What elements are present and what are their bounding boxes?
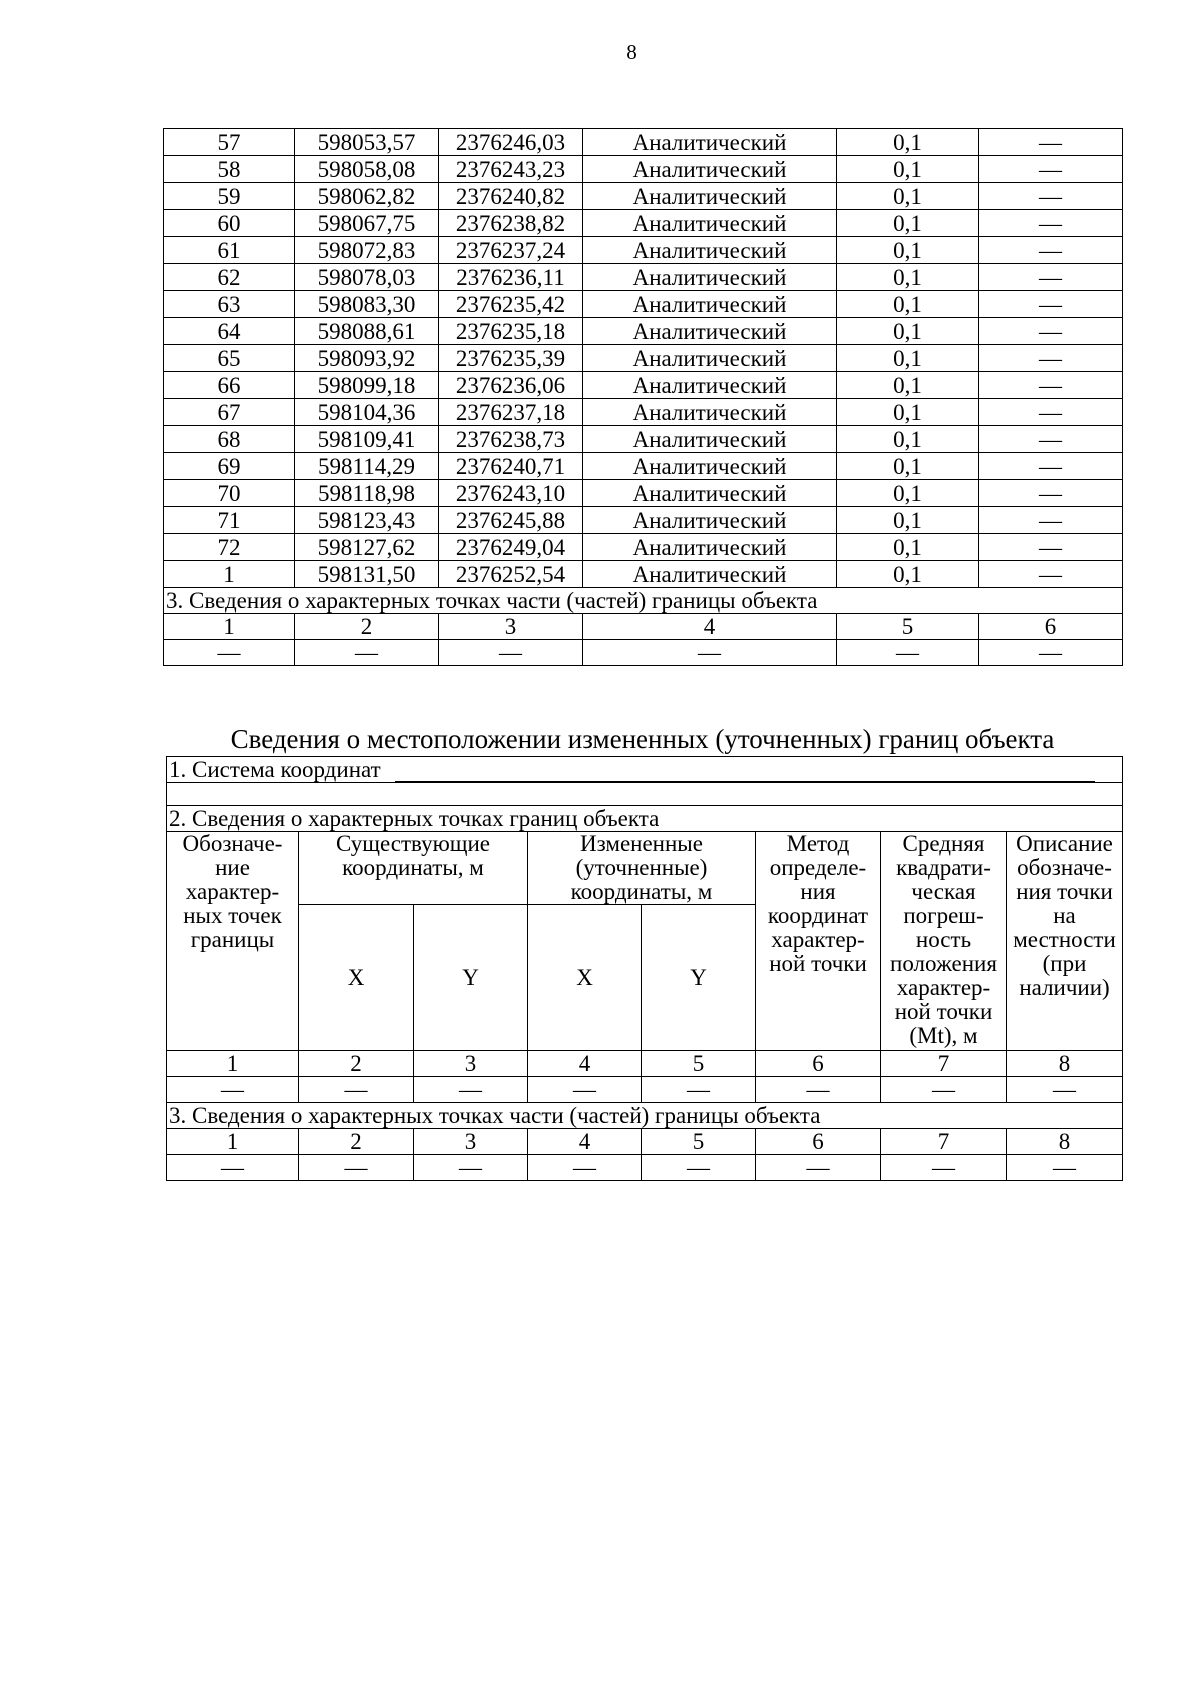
- coord-y: 2376236,06: [439, 372, 583, 399]
- empty-cell: —: [756, 1155, 881, 1181]
- coord-x: 598114,29: [295, 453, 439, 480]
- mean-error: 0,1: [837, 399, 979, 426]
- column-number: 2: [299, 1051, 414, 1077]
- coord-y: 2376237,24: [439, 237, 583, 264]
- table-row: [164, 399, 1123, 426]
- coord-y: 2376235,18: [439, 318, 583, 345]
- coord-x: 598123,43: [295, 507, 439, 534]
- description: —: [979, 561, 1123, 588]
- mean-error: 0,1: [837, 372, 979, 399]
- point-number: 61: [164, 237, 295, 264]
- mean-error: 0,1: [837, 183, 979, 210]
- column-number: 5: [837, 614, 979, 640]
- point-number: 62: [164, 264, 295, 291]
- coord-y: 2376252,54: [439, 561, 583, 588]
- method: Аналитический: [583, 453, 837, 480]
- mean-error: 0,1: [837, 156, 979, 183]
- table-row: [164, 372, 1123, 399]
- description: —: [979, 345, 1123, 372]
- coord-system-blank-line: [395, 763, 1095, 782]
- description: —: [979, 129, 1123, 156]
- column-number: 1: [167, 1129, 299, 1155]
- column-number: 3: [439, 614, 583, 640]
- empty-cell: —: [528, 1077, 642, 1103]
- section-2-title: 2. Сведения о характерных точках границ объекта: [167, 806, 1123, 832]
- point-number: 65: [164, 345, 295, 372]
- empty-cell: —: [756, 1077, 881, 1103]
- coord-x: 598062,82: [295, 183, 439, 210]
- empty-cell: —: [583, 640, 837, 666]
- coord-y: 2376246,03: [439, 129, 583, 156]
- coord-x: 598067,75: [295, 210, 439, 237]
- empty-cell: —: [979, 640, 1123, 666]
- table-row: [164, 183, 1123, 210]
- column-number: 7: [881, 1051, 1007, 1077]
- coord-y: 2376240,82: [439, 183, 583, 210]
- spacer-cell: [167, 783, 1123, 806]
- method: Аналитический: [583, 507, 837, 534]
- point-number: 59: [164, 183, 295, 210]
- column-number: 8: [1007, 1051, 1123, 1077]
- point-number: 68: [164, 426, 295, 453]
- coord-x: 598127,62: [295, 534, 439, 561]
- column-number-row: [167, 1129, 1123, 1155]
- header-designation: Обозначе-ние характер-ных точек границы: [167, 832, 299, 1051]
- point-number: 57: [164, 129, 295, 156]
- changed-boundaries-table: [166, 756, 1123, 1181]
- table-row: [164, 264, 1123, 291]
- header-row-1: [167, 832, 1123, 905]
- coord-y: 2376235,39: [439, 345, 583, 372]
- coord-x: 598088,61: [295, 318, 439, 345]
- empty-data-row: [167, 1077, 1123, 1103]
- description: —: [979, 507, 1123, 534]
- column-number: 5: [642, 1051, 756, 1077]
- column-number: 2: [295, 614, 439, 640]
- mean-error: 0,1: [837, 480, 979, 507]
- coord-x: 598104,36: [295, 399, 439, 426]
- method: Аналитический: [583, 480, 837, 507]
- empty-cell: —: [1007, 1155, 1123, 1181]
- column-number: 5: [642, 1129, 756, 1155]
- mean-error: 0,1: [837, 345, 979, 372]
- section-3-row: [164, 588, 1123, 614]
- table-row: [164, 129, 1123, 156]
- empty-cell: —: [167, 1155, 299, 1181]
- empty-cell: —: [1007, 1077, 1123, 1103]
- method: Аналитический: [583, 318, 837, 345]
- mean-error: 0,1: [837, 534, 979, 561]
- empty-cell: —: [528, 1155, 642, 1181]
- method: Аналитический: [583, 210, 837, 237]
- mean-error: 0,1: [837, 210, 979, 237]
- table-row: [164, 507, 1123, 534]
- header-description: Описание обозначе-ния точки на местности (при наличии): [1007, 832, 1123, 1051]
- section-3-title: 3. Сведения о характерных точках части (частей) границы объекта: [164, 588, 1123, 614]
- header-existing-x: X: [299, 905, 414, 1051]
- table-row: [164, 480, 1123, 507]
- mean-error: 0,1: [837, 237, 979, 264]
- column-number: 4: [528, 1051, 642, 1077]
- description: —: [979, 318, 1123, 345]
- mean-error: 0,1: [837, 291, 979, 318]
- method: Аналитический: [583, 534, 837, 561]
- point-number: 69: [164, 453, 295, 480]
- method: Аналитический: [583, 345, 837, 372]
- description: —: [979, 183, 1123, 210]
- point-number: 67: [164, 399, 295, 426]
- column-number: 1: [164, 614, 295, 640]
- coord-y: 2376245,88: [439, 507, 583, 534]
- description: —: [979, 237, 1123, 264]
- column-number: 1: [167, 1051, 299, 1077]
- description: —: [979, 453, 1123, 480]
- coord-y: 2376238,82: [439, 210, 583, 237]
- header-changed-coords: Измененные (уточненные) координаты, м: [528, 832, 756, 905]
- section-3-row: [167, 1103, 1123, 1129]
- header-mean-error: Средняя квадрати-ческая погреш-ность положения характер-ной точки (Mt), м: [881, 832, 1007, 1051]
- changed-boundaries-title: Сведения о местоположении измененных (уточненных) границ объекта: [230, 724, 1055, 754]
- table-row: [164, 210, 1123, 237]
- method: Аналитический: [583, 183, 837, 210]
- method: Аналитический: [583, 291, 837, 318]
- point-number: 66: [164, 372, 295, 399]
- table-row: [164, 426, 1123, 453]
- section-3-title: 3. Сведения о характерных точках части (частей) границы объекта: [167, 1103, 1123, 1129]
- method: Аналитический: [583, 372, 837, 399]
- column-number: 8: [1007, 1129, 1123, 1155]
- mean-error: 0,1: [837, 561, 979, 588]
- description: —: [979, 426, 1123, 453]
- method: Аналитический: [583, 426, 837, 453]
- description: —: [979, 291, 1123, 318]
- empty-cell: —: [295, 640, 439, 666]
- coord-x: 598131,50: [295, 561, 439, 588]
- empty-cell: —: [167, 1077, 299, 1103]
- mean-error: 0,1: [837, 264, 979, 291]
- coord-system-row: [167, 757, 1123, 783]
- coord-y: 2376243,10: [439, 480, 583, 507]
- column-number: 4: [528, 1129, 642, 1155]
- description: —: [979, 264, 1123, 291]
- mean-error: 0,1: [837, 129, 979, 156]
- mean-error: 0,1: [837, 426, 979, 453]
- point-number: 70: [164, 480, 295, 507]
- coord-x: 598083,30: [295, 291, 439, 318]
- coord-system-cell: [167, 757, 1123, 783]
- mean-error: 0,1: [837, 507, 979, 534]
- coord-x: 598099,18: [295, 372, 439, 399]
- point-number: 60: [164, 210, 295, 237]
- coord-x: 598118,98: [295, 480, 439, 507]
- method: Аналитический: [583, 264, 837, 291]
- table-row: [164, 318, 1123, 345]
- column-number: 7: [881, 1129, 1007, 1155]
- coord-y: 2376235,42: [439, 291, 583, 318]
- empty-data-row: [164, 640, 1123, 666]
- coord-x: 598058,08: [295, 156, 439, 183]
- empty-cell: —: [881, 1155, 1007, 1181]
- empty-cell: —: [414, 1155, 528, 1181]
- coord-y: 2376236,11: [439, 264, 583, 291]
- point-number: 63: [164, 291, 295, 318]
- coord-y: 2376243,23: [439, 156, 583, 183]
- empty-cell: —: [881, 1077, 1007, 1103]
- description: —: [979, 534, 1123, 561]
- boundary-points-table: [163, 128, 1123, 666]
- column-number: 6: [756, 1051, 881, 1077]
- empty-cell: —: [299, 1155, 414, 1181]
- boundary-points-body: [164, 129, 1123, 588]
- mean-error: 0,1: [837, 453, 979, 480]
- column-number: 4: [583, 614, 837, 640]
- method: Аналитический: [583, 129, 837, 156]
- column-number: 6: [756, 1129, 881, 1155]
- method: Аналитический: [583, 561, 837, 588]
- header-changed-x: X: [528, 905, 642, 1051]
- header-existing-y: Y: [414, 905, 528, 1051]
- header-existing-coords: Существующие координаты, м: [299, 832, 528, 905]
- coord-system-label: 1. Система координат: [169, 757, 381, 782]
- coord-x: 598053,57: [295, 129, 439, 156]
- mean-error: 0,1: [837, 318, 979, 345]
- table-row: [164, 345, 1123, 372]
- table-row: [164, 156, 1123, 183]
- empty-cell: —: [837, 640, 979, 666]
- method: Аналитический: [583, 399, 837, 426]
- column-number-row: [167, 1051, 1123, 1077]
- empty-data-row: [167, 1155, 1123, 1181]
- description: —: [979, 156, 1123, 183]
- method: Аналитический: [583, 156, 837, 183]
- description: —: [979, 210, 1123, 237]
- table-row: [164, 291, 1123, 318]
- coord-x: 598109,41: [295, 426, 439, 453]
- section-2-row: [167, 806, 1123, 832]
- coord-y: 2376238,73: [439, 426, 583, 453]
- point-number: 58: [164, 156, 295, 183]
- table-row: [164, 453, 1123, 480]
- description: —: [979, 480, 1123, 507]
- empty-cell: —: [299, 1077, 414, 1103]
- column-number: 2: [299, 1129, 414, 1155]
- empty-cell: —: [642, 1155, 756, 1181]
- empty-cell: —: [414, 1077, 528, 1103]
- header-method: Метод определе-ния координат характер-ной точки: [756, 832, 881, 1051]
- coord-y: 2376237,18: [439, 399, 583, 426]
- point-number: 72: [164, 534, 295, 561]
- coord-x: 598078,03: [295, 264, 439, 291]
- table-row: [164, 561, 1123, 588]
- point-number: 71: [164, 507, 295, 534]
- method: Аналитический: [583, 237, 837, 264]
- coord-y: 2376249,04: [439, 534, 583, 561]
- table-row: [164, 534, 1123, 561]
- coord-y: 2376240,71: [439, 453, 583, 480]
- column-number-row: [164, 614, 1123, 640]
- page-number: 8: [626, 40, 637, 64]
- point-number: 1: [164, 561, 295, 588]
- coord-x: 598093,92: [295, 345, 439, 372]
- column-number: 3: [414, 1051, 528, 1077]
- column-number: 6: [979, 614, 1123, 640]
- description: —: [979, 399, 1123, 426]
- coord-x: 598072,83: [295, 237, 439, 264]
- empty-cell: —: [164, 640, 295, 666]
- description: —: [979, 372, 1123, 399]
- column-number: 3: [414, 1129, 528, 1155]
- empty-cell: —: [642, 1077, 756, 1103]
- table-row: [164, 237, 1123, 264]
- spacer-row: [167, 783, 1123, 806]
- point-number: 64: [164, 318, 295, 345]
- empty-cell: —: [439, 640, 583, 666]
- header-changed-y: Y: [642, 905, 756, 1051]
